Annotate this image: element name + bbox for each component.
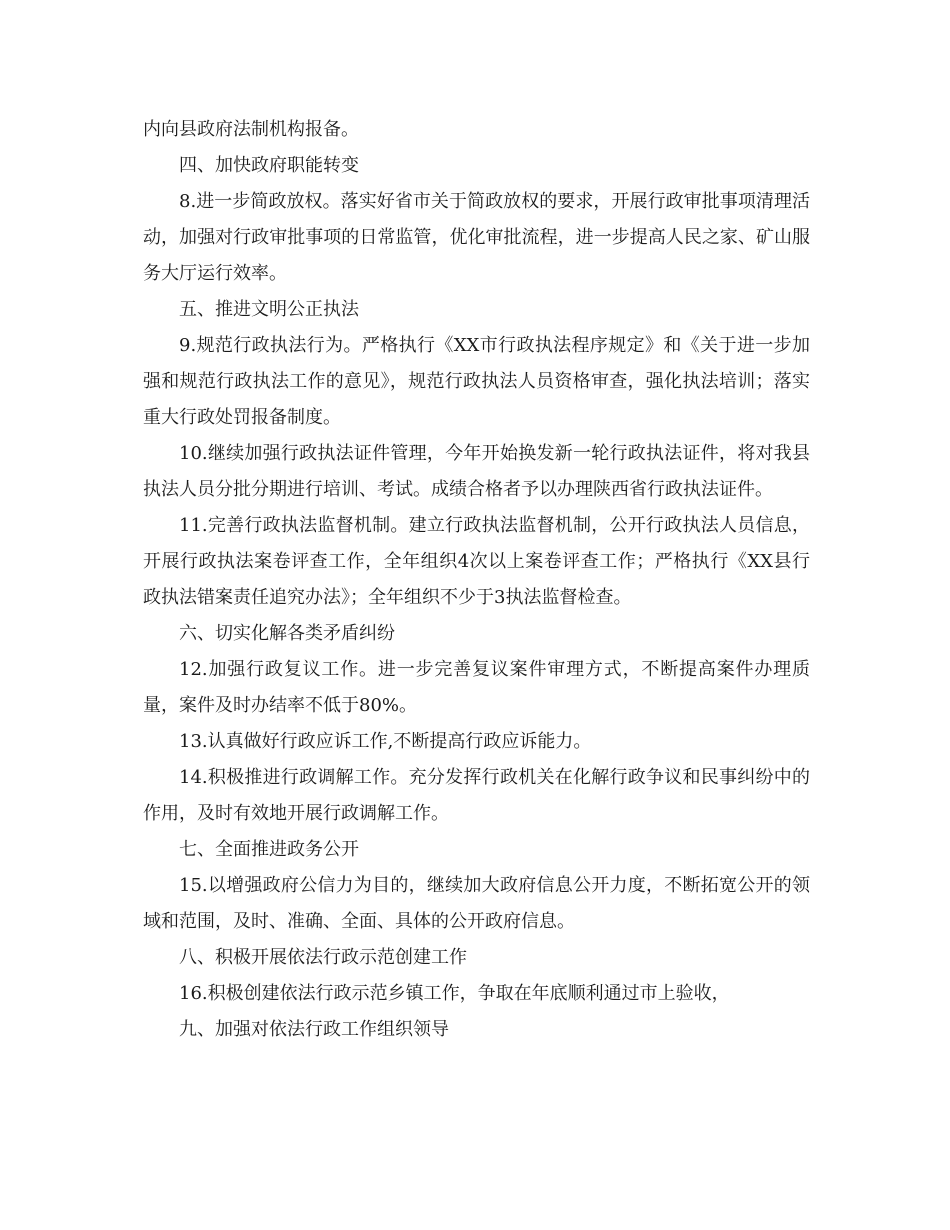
paragraph-item-12: 12.加强行政复议工作。进一步完善复议案件审理方式，不断提高案件办理质量，案件及时办结率不低于80%。 — [143, 659, 810, 716]
section-heading-5: 五、推进文明公正执法 — [179, 299, 359, 320]
paragraph-item-11: 11.完善行政执法监督机制。建立行政执法监督机制，公开行政执法人员信息，开展行政执法案卷评查工作，全年组织4次以上案卷评查工作；严格执行《XX县行政执法错案责任追究办法》；全年组织不少于3执法监督检查。 — [143, 515, 810, 608]
paragraph-item-8: 8.进一步简政放权。落实好省市关于简政放权的要求，开展行政审批事项清理活动，加强对行政审批事项的日常监管，优化审批流程，进一步提高人民之家、矿山服务大厅运行效率。 — [143, 191, 810, 284]
paragraph-item-9: 9.规范行政执法行为。严格执行《XX市行政执法程序规定》和《关于进一步加强和规范行政执法工作的意见》，规范行政执法人员资格审查，强化执法培训；落实重大行政处罚报备制度。 — [143, 335, 810, 428]
paragraph-item-10: 10.继续加强行政执法证件管理，今年开始换发新一轮行政执法证件，将对我县执法人员分批分期进行培训、考试。成绩合格者予以办理陕西省行政执法证件。 — [143, 443, 810, 500]
section-heading-7: 七、全面推进政务公开 — [179, 839, 359, 860]
section-heading-6: 六、切实化解各类矛盾纠纷 — [179, 623, 395, 644]
document-body — [143, 112, 810, 1048]
paragraph-item-13: 13.认真做好行政应诉工作,不断提高行政应诉能力。 — [179, 731, 592, 752]
paragraph-item-15: 15.以增强政府公信力为目的，继续加大政府信息公开力度，不断拓宽公开的领域和范围，及时、准确、全面、具体的公开政府信息。 — [143, 875, 810, 932]
section-heading-8: 八、积极开展依法行政示范创建工作 — [179, 947, 467, 968]
paragraph-item-14: 14.积极推进行政调解工作。充分发挥行政机关在化解行政争议和民事纠纷中的作用，及时有效地开展行政调解工作。 — [143, 767, 810, 824]
paragraph-continuation: 内向县政府法制机构报备。 — [143, 119, 359, 140]
section-heading-9: 九、加强对依法行政工作组织领导 — [179, 1019, 449, 1040]
section-heading-4: 四、加快政府职能转变 — [179, 155, 359, 176]
paragraph-item-16: 16.积极创建依法行政示范乡镇工作，争取在年底顺利通过市上验收， — [179, 983, 730, 1004]
